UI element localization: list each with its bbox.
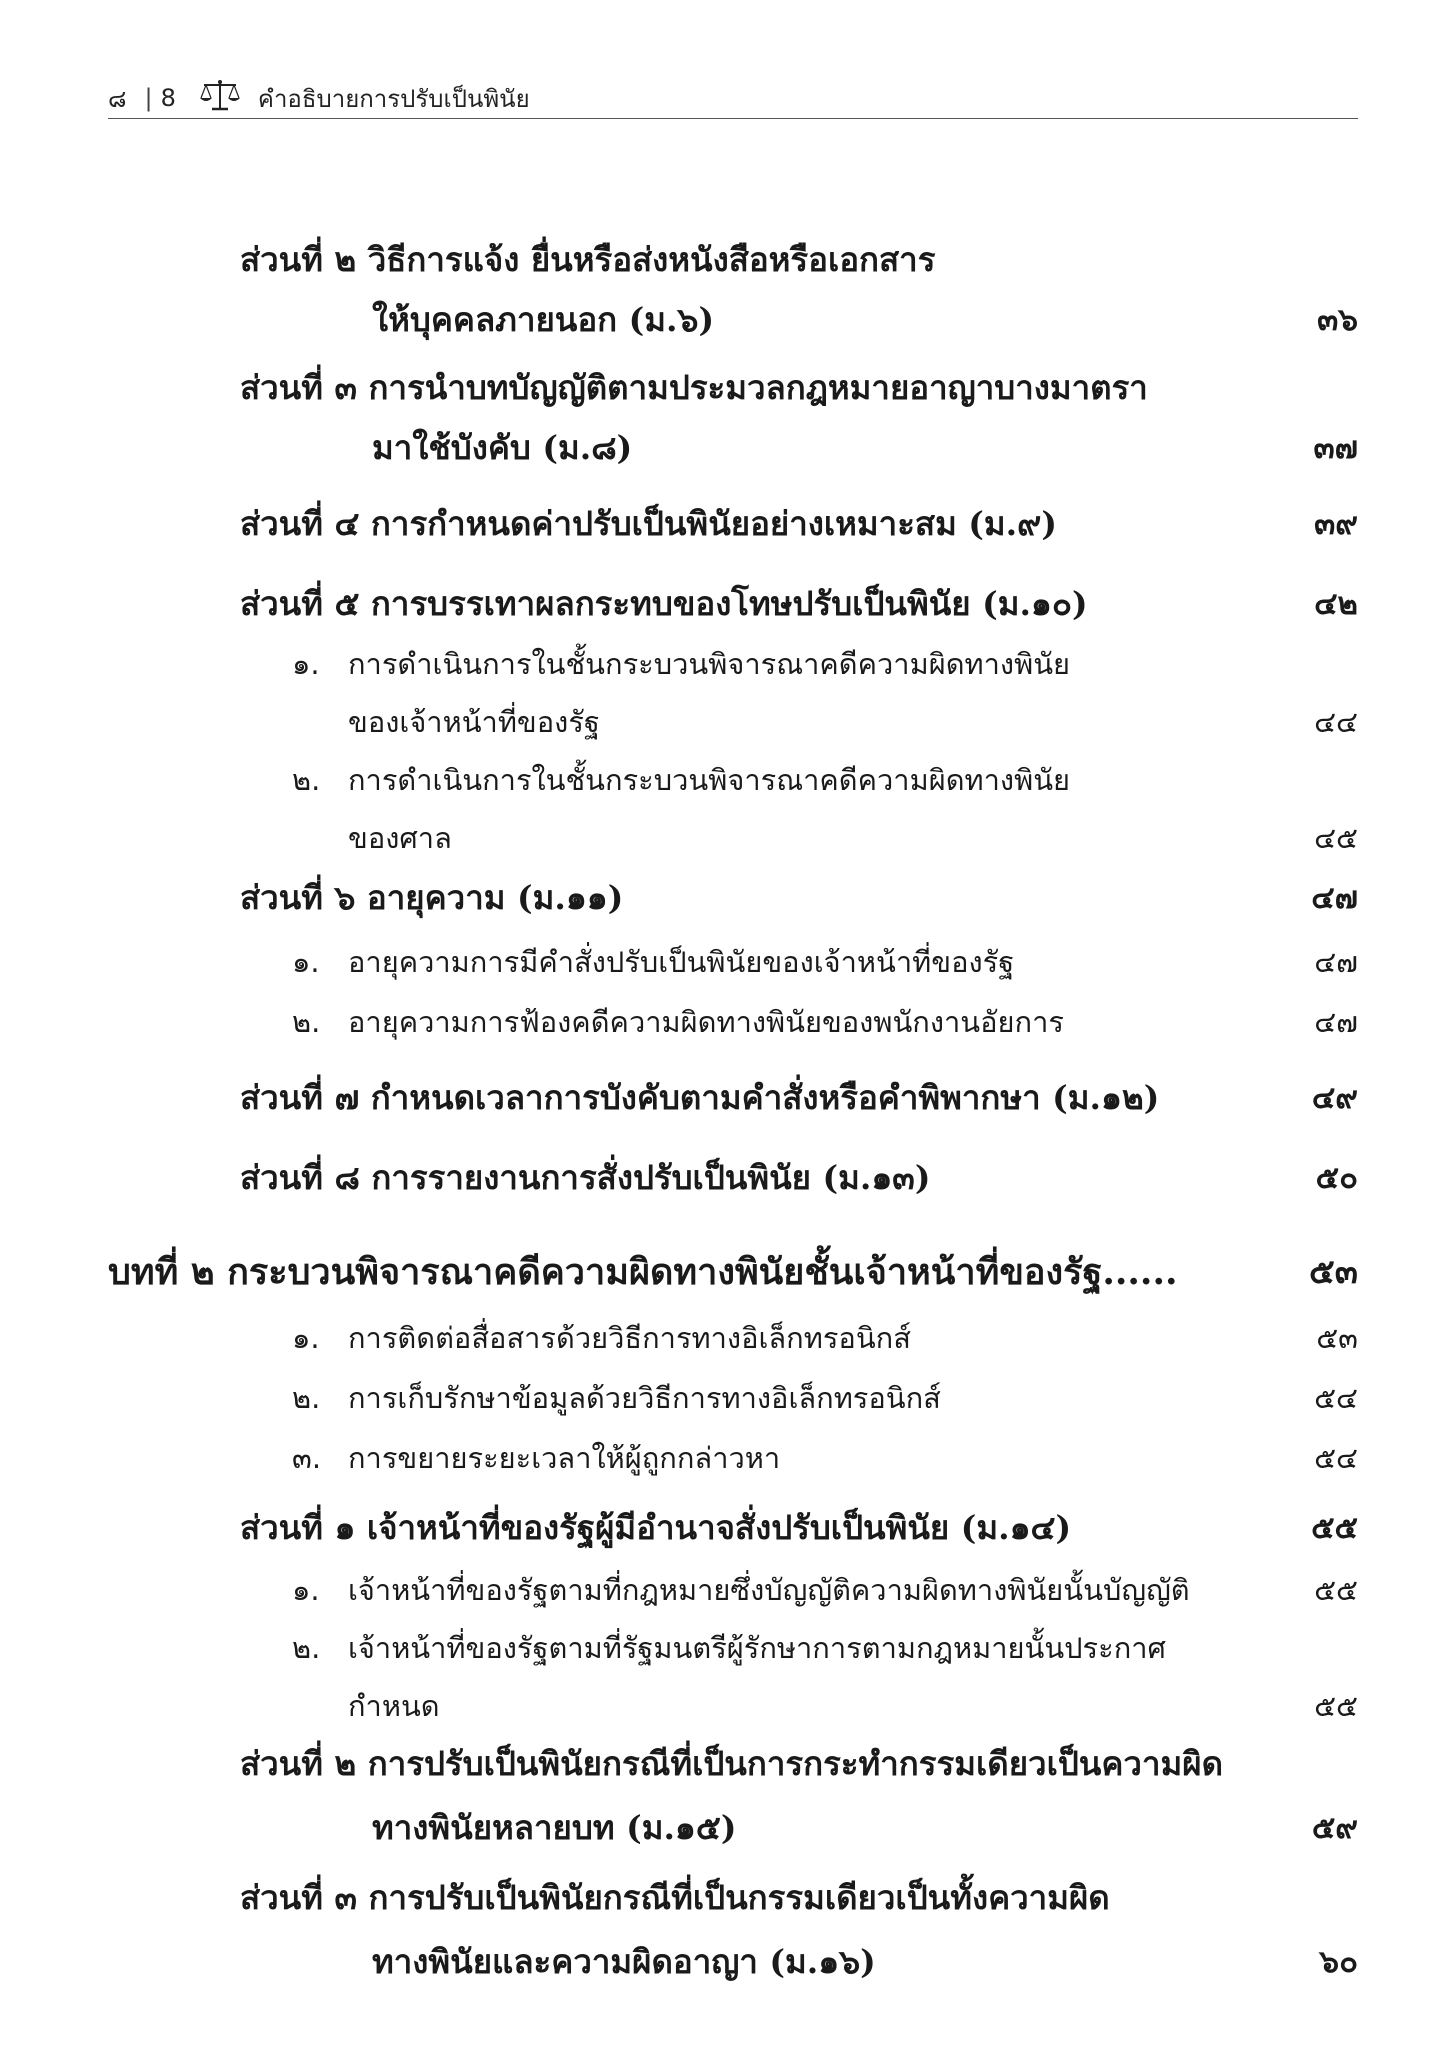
toc-entry-title: ส่วนที่ ๒ วิธีการแจ้ง ยื่นหรือส่งหนังสือหรือเอกสาร xyxy=(240,240,936,279)
toc-page-number: ๔๗ xyxy=(1314,945,1358,979)
toc-entry-title-continued: มาใช้บังคับ (ม.๘) xyxy=(372,428,633,467)
toc-entry-title: ส่วนที่ ๗ กำหนดเวลาการบังคับตามคำสั่งหรือคำพิพากษา (ม.๑๒) xyxy=(240,1078,1160,1117)
toc-entry-title: การดำเนินการในชั้นกระบวนพิจารณาคดีความผิดทางพินัย xyxy=(348,763,1071,797)
toc-item-number: ๑. xyxy=(292,1573,320,1607)
toc-page-number: ๕๓ xyxy=(1309,1252,1358,1292)
toc-page-number: ๖๐ xyxy=(1319,1944,1358,1980)
toc-page-number: ๕๕ xyxy=(1314,1689,1358,1723)
toc-item-number: ๒. xyxy=(292,1631,321,1665)
toc-item-number: ๓. xyxy=(292,1441,322,1475)
toc-entry-title: อายุความการฟ้องคดีความผิดทางพินัยของพนักงานอัยการ xyxy=(348,1005,1064,1039)
toc-entry-title: อายุความการมีคำสั่งปรับเป็นพินัยของเจ้าหน้าที่ของรัฐ xyxy=(348,945,1015,979)
toc-entry-title-continued: ของศาล xyxy=(348,821,452,855)
toc-page-number: ๔๗ xyxy=(1311,880,1358,916)
toc-entry-title-continued: ของเจ้าหน้าที่ของรัฐ xyxy=(348,705,600,739)
toc-entry-title: บทที่ ๒ กระบวนพิจารณาคดีความผิดทางพินัยชั้นเจ้าหน้าที่ของรัฐ...... xyxy=(108,1251,1178,1293)
toc-item-number: ๒. xyxy=(292,1005,321,1039)
toc-page-number: ๓๙ xyxy=(1314,506,1358,542)
toc-item-number: ๑. xyxy=(292,945,320,979)
toc-entry-title: ส่วนที่ ๓ การนำบทบัญญัติตามประมวลกฎหมายอาญาบางมาตรา xyxy=(240,368,1148,407)
toc-item-number: ๑. xyxy=(292,1321,320,1355)
toc-entry-title: ส่วนที่ ๕ การบรรเทาผลกระทบของโทษปรับเป็นพินัย (ม.๑๐) xyxy=(240,584,1088,623)
toc-page-number: ๕๔ xyxy=(1314,1381,1358,1415)
toc-entry-title: เจ้าหน้าที่ของรัฐตามที่กฎหมายซึ่งบัญญัติความผิดทางพินัยนั้นบัญญัติ xyxy=(348,1573,1190,1607)
toc-page-number: ๕๔ xyxy=(1314,1441,1358,1475)
toc-page-number: ๕๓ xyxy=(1316,1321,1358,1355)
page-number-thai: ๘ xyxy=(108,84,127,113)
toc-entry-title-continued: ให้บุคคลภายนอก (ม.๖) xyxy=(372,300,715,339)
toc-entry-title-continued: ทางพินัยหลายบท (ม.๑๕) xyxy=(372,1808,737,1847)
header-separator: | xyxy=(144,84,153,112)
toc-entry-title: ส่วนที่ ๒ การปรับเป็นพินัยกรณีที่เป็นการกระทำกรรมเดียวเป็นความผิด xyxy=(240,1744,1224,1783)
toc-item-number: ๑. xyxy=(292,647,320,681)
header-title: คำอธิบายการปรับเป็นพินัย xyxy=(257,84,530,113)
page-number-arabic: 8 xyxy=(160,84,176,112)
toc-page-number: ๔๗ xyxy=(1314,1005,1358,1039)
toc-page-number: ๕๐ xyxy=(1315,1160,1358,1196)
toc-item-number: ๒. xyxy=(292,763,321,797)
toc-page-number: ๕๕ xyxy=(1311,1510,1358,1546)
toc-page-number: ๔๕ xyxy=(1314,821,1358,855)
toc-entry-title: ส่วนที่ ๘ การรายงานการสั่งปรับเป็นพินัย (ม.๑๓) xyxy=(240,1158,931,1197)
toc-entry-title: ส่วนที่ ๖ อายุความ (ม.๑๑) xyxy=(240,878,624,917)
toc-entry-title: ส่วนที่ ๑ เจ้าหน้าที่ของรัฐผู้มีอำนาจสั่งปรับเป็นพินัย (ม.๑๔) xyxy=(240,1508,1072,1547)
toc-entry-title: เจ้าหน้าที่ของรัฐตามที่รัฐมนตรีผู้รักษาการตามกฎหมายนั้นประกาศ xyxy=(348,1631,1166,1665)
toc-page-number: ๓๖ xyxy=(1317,302,1358,338)
toc-entry-title: การติดต่อสื่อสารด้วยวิธีการทางอิเล็กทรอนิกส์ xyxy=(348,1321,911,1355)
toc-item-number: ๒. xyxy=(292,1381,321,1415)
toc-page-number: ๔๔ xyxy=(1314,705,1358,739)
toc-entry-title: การเก็บรักษาข้อมูลด้วยวิธีการทางอิเล็กทรอนิกส์ xyxy=(348,1381,941,1415)
toc-page-number: ๔๒ xyxy=(1314,586,1358,622)
toc-entry-title-continued: กำหนด xyxy=(348,1689,440,1723)
toc-page-number: ๕๕ xyxy=(1314,1573,1358,1607)
toc-page-number: ๕๙ xyxy=(1311,1810,1358,1846)
toc-entry-title-continued: ทางพินัยและความผิดอาญา (ม.๑๖) xyxy=(372,1942,876,1981)
toc-page-number: ๔๙ xyxy=(1311,1080,1358,1116)
toc-entry-title: ส่วนที่ ๓ การปรับเป็นพินัยกรณีที่เป็นกรรมเดียวเป็นทั้งความผิด xyxy=(240,1878,1110,1917)
toc-entry-title: ส่วนที่ ๔ การกำหนดค่าปรับเป็นพินัยอย่างเหมาะสม (ม.๙) xyxy=(240,504,1057,543)
toc-entry-title: การขยายระยะเวลาให้ผู้ถูกกล่าวหา xyxy=(348,1441,781,1475)
toc-entry-title: การดำเนินการในชั้นกระบวนพิจารณาคดีความผิดทางพินัย xyxy=(348,647,1071,681)
toc-page-number: ๓๗ xyxy=(1313,430,1358,466)
